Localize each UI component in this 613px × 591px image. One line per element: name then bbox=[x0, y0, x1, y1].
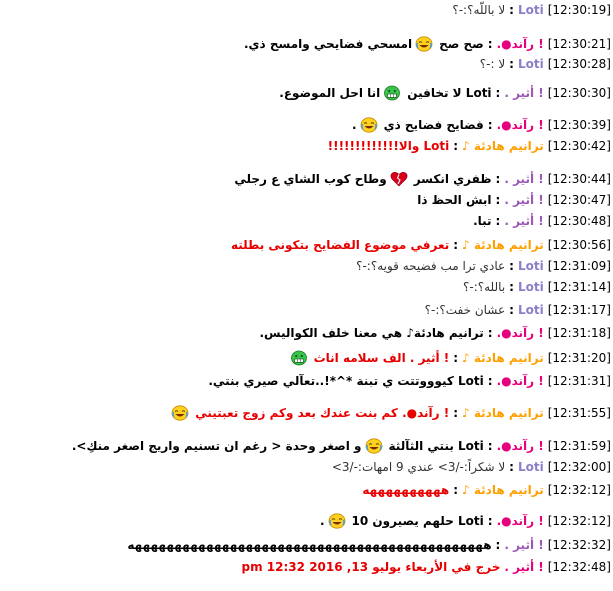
message-text: ابش الحظ ذا bbox=[417, 193, 492, 207]
user-nickname[interactable]: ! أثير . bbox=[504, 560, 544, 574]
message-text: و اصغر وحدة < رغم ان تسنيم واريج اصغر منكِ>. bbox=[71, 439, 362, 453]
message-text: لا :-؟ bbox=[479, 57, 506, 71]
user-nickname[interactable]: Loti bbox=[517, 3, 544, 17]
message-text: وطاح كوب الشاي ع رجلي bbox=[234, 172, 387, 186]
chat-message-row bbox=[0, 323, 611, 343]
message-timestamp: [12:30:21] bbox=[547, 37, 611, 51]
nick-separator: : bbox=[487, 439, 493, 453]
user-nickname[interactable]: ! رآند●. bbox=[496, 37, 544, 51]
chat-message-row bbox=[0, 535, 611, 555]
chat-message-row bbox=[0, 235, 611, 255]
message-text: ترانيم هادئة♪ هي معنا خلف الكواليس. bbox=[259, 326, 484, 340]
green-grin-icon bbox=[383, 85, 401, 101]
chat-message-row bbox=[0, 300, 611, 320]
user-nickname[interactable]: Loti bbox=[517, 280, 544, 294]
broken-heart-icon bbox=[390, 171, 408, 187]
message-text: انا احل الموضوع. bbox=[279, 86, 381, 100]
nick-separator: : bbox=[453, 139, 459, 153]
chat-message-row bbox=[0, 136, 611, 156]
user-nickname[interactable]: ! رآند●. bbox=[496, 326, 544, 340]
user-nickname[interactable]: ! أثير . bbox=[504, 86, 544, 100]
nick-separator: : bbox=[453, 238, 459, 252]
chat-message-row bbox=[0, 256, 611, 276]
chat-message-row bbox=[0, 115, 611, 135]
chat-message-row bbox=[0, 54, 611, 74]
message-timestamp: [12:30:39] bbox=[547, 118, 611, 132]
nick-separator: : bbox=[487, 514, 493, 528]
message-timestamp: [12:32:48] bbox=[547, 560, 611, 574]
message-timestamp: [12:31:18] bbox=[547, 326, 611, 340]
message-timestamp: [12:30:42] bbox=[547, 139, 611, 153]
message-timestamp: [12:30:30] bbox=[547, 86, 611, 100]
user-nickname[interactable]: ترانيم هادئة ♪ bbox=[462, 139, 544, 153]
nick-separator: : bbox=[495, 193, 501, 207]
message-timestamp: [12:30:48] bbox=[547, 214, 611, 228]
nick-separator: : bbox=[495, 214, 501, 228]
user-nickname[interactable]: Loti bbox=[517, 57, 544, 71]
nick-separator: : bbox=[487, 374, 493, 388]
message-timestamp: [12:30:47] bbox=[547, 193, 611, 207]
chat-message-row bbox=[0, 0, 611, 20]
nick-separator: : bbox=[495, 86, 501, 100]
message-text: ظفري انكسر bbox=[413, 172, 492, 186]
message-text: بالله؟:-؟ bbox=[463, 280, 506, 294]
user-nickname[interactable]: ! رآند●. bbox=[496, 118, 544, 132]
chat-message-row bbox=[0, 436, 611, 456]
green-grin-icon bbox=[290, 350, 308, 366]
message-text: ! رآند●. كم بنت عندك بعد وكم زوج تعبتيني bbox=[195, 406, 450, 420]
laughing-tears-icon bbox=[365, 438, 383, 454]
chat-message-row bbox=[0, 480, 611, 500]
nick-separator: : bbox=[487, 326, 493, 340]
user-nickname[interactable]: Loti bbox=[517, 303, 544, 317]
message-text: تبا. bbox=[473, 214, 492, 228]
user-nickname[interactable]: ترانيم هادئة ♪ bbox=[462, 238, 544, 252]
nick-separator: : bbox=[487, 37, 493, 51]
user-nickname[interactable]: ! أثير . bbox=[504, 172, 544, 186]
laughing-tears-icon bbox=[171, 405, 189, 421]
user-nickname[interactable]: ! أثير . bbox=[504, 538, 544, 552]
nick-separator: : bbox=[509, 259, 514, 273]
nick-separator: : bbox=[453, 483, 459, 497]
message-text: فضايح فضايح ذي bbox=[383, 118, 484, 132]
message-timestamp: [12:32:32] bbox=[547, 538, 611, 552]
chat-message-row bbox=[0, 557, 611, 577]
message-timestamp: [12:32:12] bbox=[547, 514, 611, 528]
chat-message-row bbox=[0, 371, 611, 391]
chat-message-row bbox=[0, 511, 611, 531]
laughing-tears-icon bbox=[360, 117, 378, 133]
user-nickname[interactable]: Loti bbox=[517, 259, 544, 273]
chat-message-row bbox=[0, 211, 611, 231]
user-nickname[interactable]: ! رآند●. bbox=[496, 514, 544, 528]
nick-separator: : bbox=[509, 303, 514, 317]
message-timestamp: [12:31:20] bbox=[547, 351, 611, 365]
message-timestamp: [12:30:44] bbox=[547, 172, 611, 186]
message-text: ههههههههههه bbox=[362, 483, 450, 497]
user-nickname[interactable]: Loti bbox=[517, 460, 544, 474]
message-text: ! أثير . الف سلامه اناث bbox=[313, 351, 450, 365]
message-text: Loti والا!!!!!!!!!!!!! bbox=[327, 139, 450, 153]
message-text: Loti كيوووتتت ي تبنة *^*!..تعآلي صيري بنتي. bbox=[208, 374, 484, 388]
laughing-tears-icon bbox=[328, 513, 346, 529]
message-timestamp: [12:30:19] bbox=[547, 3, 611, 17]
message-text: هههههههههههههههههههههههههههههههههههههههههههههه bbox=[127, 538, 492, 552]
message-text: . bbox=[352, 118, 357, 132]
nick-separator: : bbox=[509, 460, 514, 474]
message-text: Loti بنتي الثآلثة bbox=[388, 439, 484, 453]
message-timestamp: [12:31:31] bbox=[547, 374, 611, 388]
user-nickname[interactable]: ! أثير . bbox=[504, 193, 544, 207]
message-text: . bbox=[319, 514, 325, 528]
message-timestamp: [12:30:56] bbox=[547, 238, 611, 252]
message-text: خرج في الأربعاء يوليو 13, 2016 12:32 pm bbox=[241, 560, 501, 574]
nick-separator: : bbox=[453, 406, 459, 420]
chat-message-row bbox=[0, 190, 611, 210]
chat-message-row bbox=[0, 348, 611, 368]
message-text: لا باللّه؟:-؟ bbox=[452, 3, 506, 17]
chat-message-row bbox=[0, 169, 611, 189]
chat-message-row bbox=[0, 277, 611, 297]
message-timestamp: [12:31:14] bbox=[547, 280, 611, 294]
nick-separator: : bbox=[495, 538, 501, 552]
nick-separator: : bbox=[509, 57, 514, 71]
message-text: Loti لا تخافين bbox=[407, 86, 492, 100]
message-timestamp: [12:31:55] bbox=[547, 406, 611, 420]
message-text: عشان خفت؟:-؟ bbox=[424, 303, 506, 317]
message-timestamp: [12:32:00] bbox=[547, 460, 611, 474]
message-text: لا شكراً:-/3> عندي 9 امهات:-/3> bbox=[331, 460, 506, 474]
nick-separator: : bbox=[509, 3, 514, 17]
chat-message-row bbox=[0, 34, 611, 54]
nick-separator: : bbox=[487, 118, 493, 132]
laughing-tears-icon bbox=[415, 36, 433, 52]
message-text: تعرفي موضوع الفضايح بتكونى بطلته bbox=[230, 238, 450, 252]
message-text: عادي ترا مب فضيحه قويه؟:-؟ bbox=[356, 259, 506, 273]
message-text: صح صح bbox=[439, 37, 484, 51]
nick-separator: : bbox=[509, 280, 514, 294]
user-nickname[interactable]: ترانيم هادئة ♪ bbox=[462, 406, 544, 420]
message-timestamp: [12:31:09] bbox=[547, 259, 611, 273]
message-timestamp: [12:32:12] bbox=[547, 483, 611, 497]
chat-message-row bbox=[0, 403, 611, 423]
nick-separator: : bbox=[495, 172, 501, 186]
user-nickname[interactable]: ! رآند●. bbox=[496, 439, 544, 453]
message-text: امسحي فضايحي وامسح ذي. bbox=[243, 37, 413, 51]
message-timestamp: [12:30:28] bbox=[547, 57, 611, 71]
message-timestamp: [12:31:59] bbox=[547, 439, 611, 453]
user-nickname[interactable]: ! رآند●. bbox=[496, 374, 544, 388]
chat-message-row bbox=[0, 457, 611, 477]
nick-separator: : bbox=[453, 351, 459, 365]
chat-message-row bbox=[0, 83, 611, 103]
user-nickname[interactable]: ترانيم هادئة ♪ bbox=[462, 483, 544, 497]
message-timestamp: [12:31:17] bbox=[547, 303, 611, 317]
user-nickname[interactable]: ترانيم هادئة ♪ bbox=[462, 351, 544, 365]
user-nickname[interactable]: ! أثير . bbox=[504, 214, 544, 228]
message-text: Loti حلهم يصيرون 10 bbox=[351, 514, 484, 528]
